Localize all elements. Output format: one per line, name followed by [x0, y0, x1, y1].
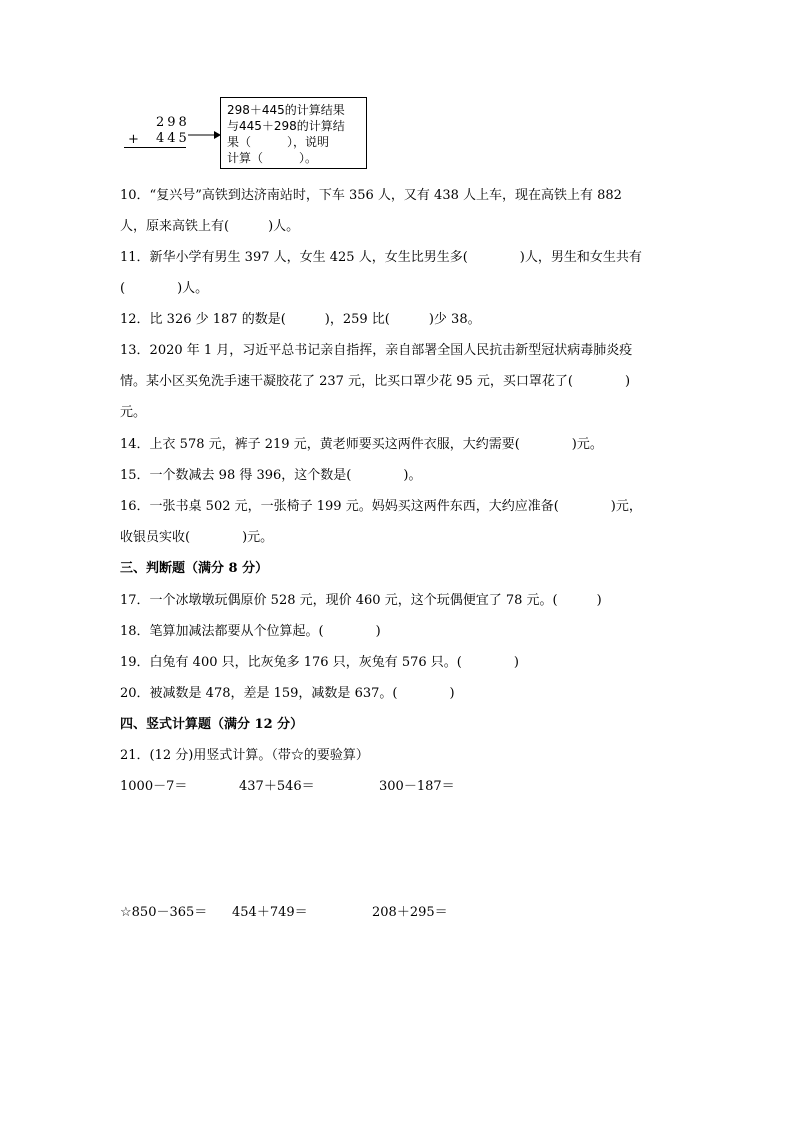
- addend-bottom: 445: [156, 131, 190, 146]
- section-3-heading: 三、判断题（满分 8 分）: [120, 561, 269, 576]
- question-14: 14．上衣 578 元，裤子 219 元，黄老师要买这两件衣服，大约需要( )元。: [120, 437, 603, 452]
- question-11-line2: ( )人。: [120, 281, 209, 296]
- question-13-line1: 13．2020 年 1 月，习近平总书记亲自指挥，亲自部署全国人民抗击新型冠状病毒肺炎疫: [120, 343, 633, 358]
- arrow-icon: [188, 129, 222, 141]
- box-line: 果（ ），说明: [227, 135, 330, 149]
- plus-sign: +: [128, 132, 142, 147]
- box-line: 与445＋298的计算结: [227, 119, 345, 133]
- calc-item: 454＋749＝: [232, 905, 308, 920]
- calc-item: 300－187＝: [379, 779, 455, 794]
- question-11-line1: 11．新华小学有男生 397 人，女生 425 人，女生比男生多( )人，男生和女生共有: [120, 250, 642, 265]
- question-10-line1: 10．“复兴号”高铁到达济南站时，下车 356 人，又有 438 人上车，现在高铁上有 882: [120, 188, 622, 203]
- question-20: 20．被减数是 478，差是 159，减数是 637。( ): [120, 686, 455, 701]
- question-18: 18．笔算加减法都要从个位算起。( ): [120, 624, 381, 639]
- sum-line: [124, 147, 186, 148]
- note-box: [220, 97, 367, 169]
- box-line: 298＋445的计算结果: [227, 103, 345, 117]
- question-17: 17．一个冰墩墩玩偶原价 528 元，现价 460 元，这个玩偶便宜了 78 元。( ): [120, 593, 602, 608]
- box-line: 计算（ ）。: [227, 151, 318, 165]
- question-16-line1: 16．一张书桌 502 元，一张椅子 199 元。妈妈买这两件东西，大约应准备( )元，: [120, 499, 642, 514]
- calc-item: 437＋546＝: [239, 779, 315, 794]
- calc-item: 208＋295＝: [372, 905, 448, 920]
- question-21: 21．(12 分)用竖式计算。（带☆的要验算）: [120, 748, 369, 763]
- question-15: 15．一个数减去 98 得 396，这个数是( )。: [120, 468, 422, 483]
- question-16-line2: 收银员实收( )元。: [120, 530, 274, 545]
- addend-top: 298: [156, 115, 190, 130]
- question-19: 19．白兔有 400 只，比灰兔多 176 只，灰兔有 576 只。( ): [120, 655, 519, 670]
- question-12: 12．比 326 少 187 的数是( )，259 比( )少 38。: [120, 312, 481, 327]
- calc-item: ☆850－365＝: [120, 905, 208, 920]
- question-13-line3: 元。: [120, 405, 147, 420]
- question-13-line2: 情。某小区买免洗手速干凝胶花了 237 元，比买口罩少花 95 元，买口罩花了( ): [120, 374, 631, 389]
- question-10-line2: 人，原来高铁上有( )人。: [120, 219, 300, 234]
- section-4-heading: 四、竖式计算题（满分 12 分）: [120, 717, 304, 732]
- calc-item: 1000－7＝: [120, 779, 188, 794]
